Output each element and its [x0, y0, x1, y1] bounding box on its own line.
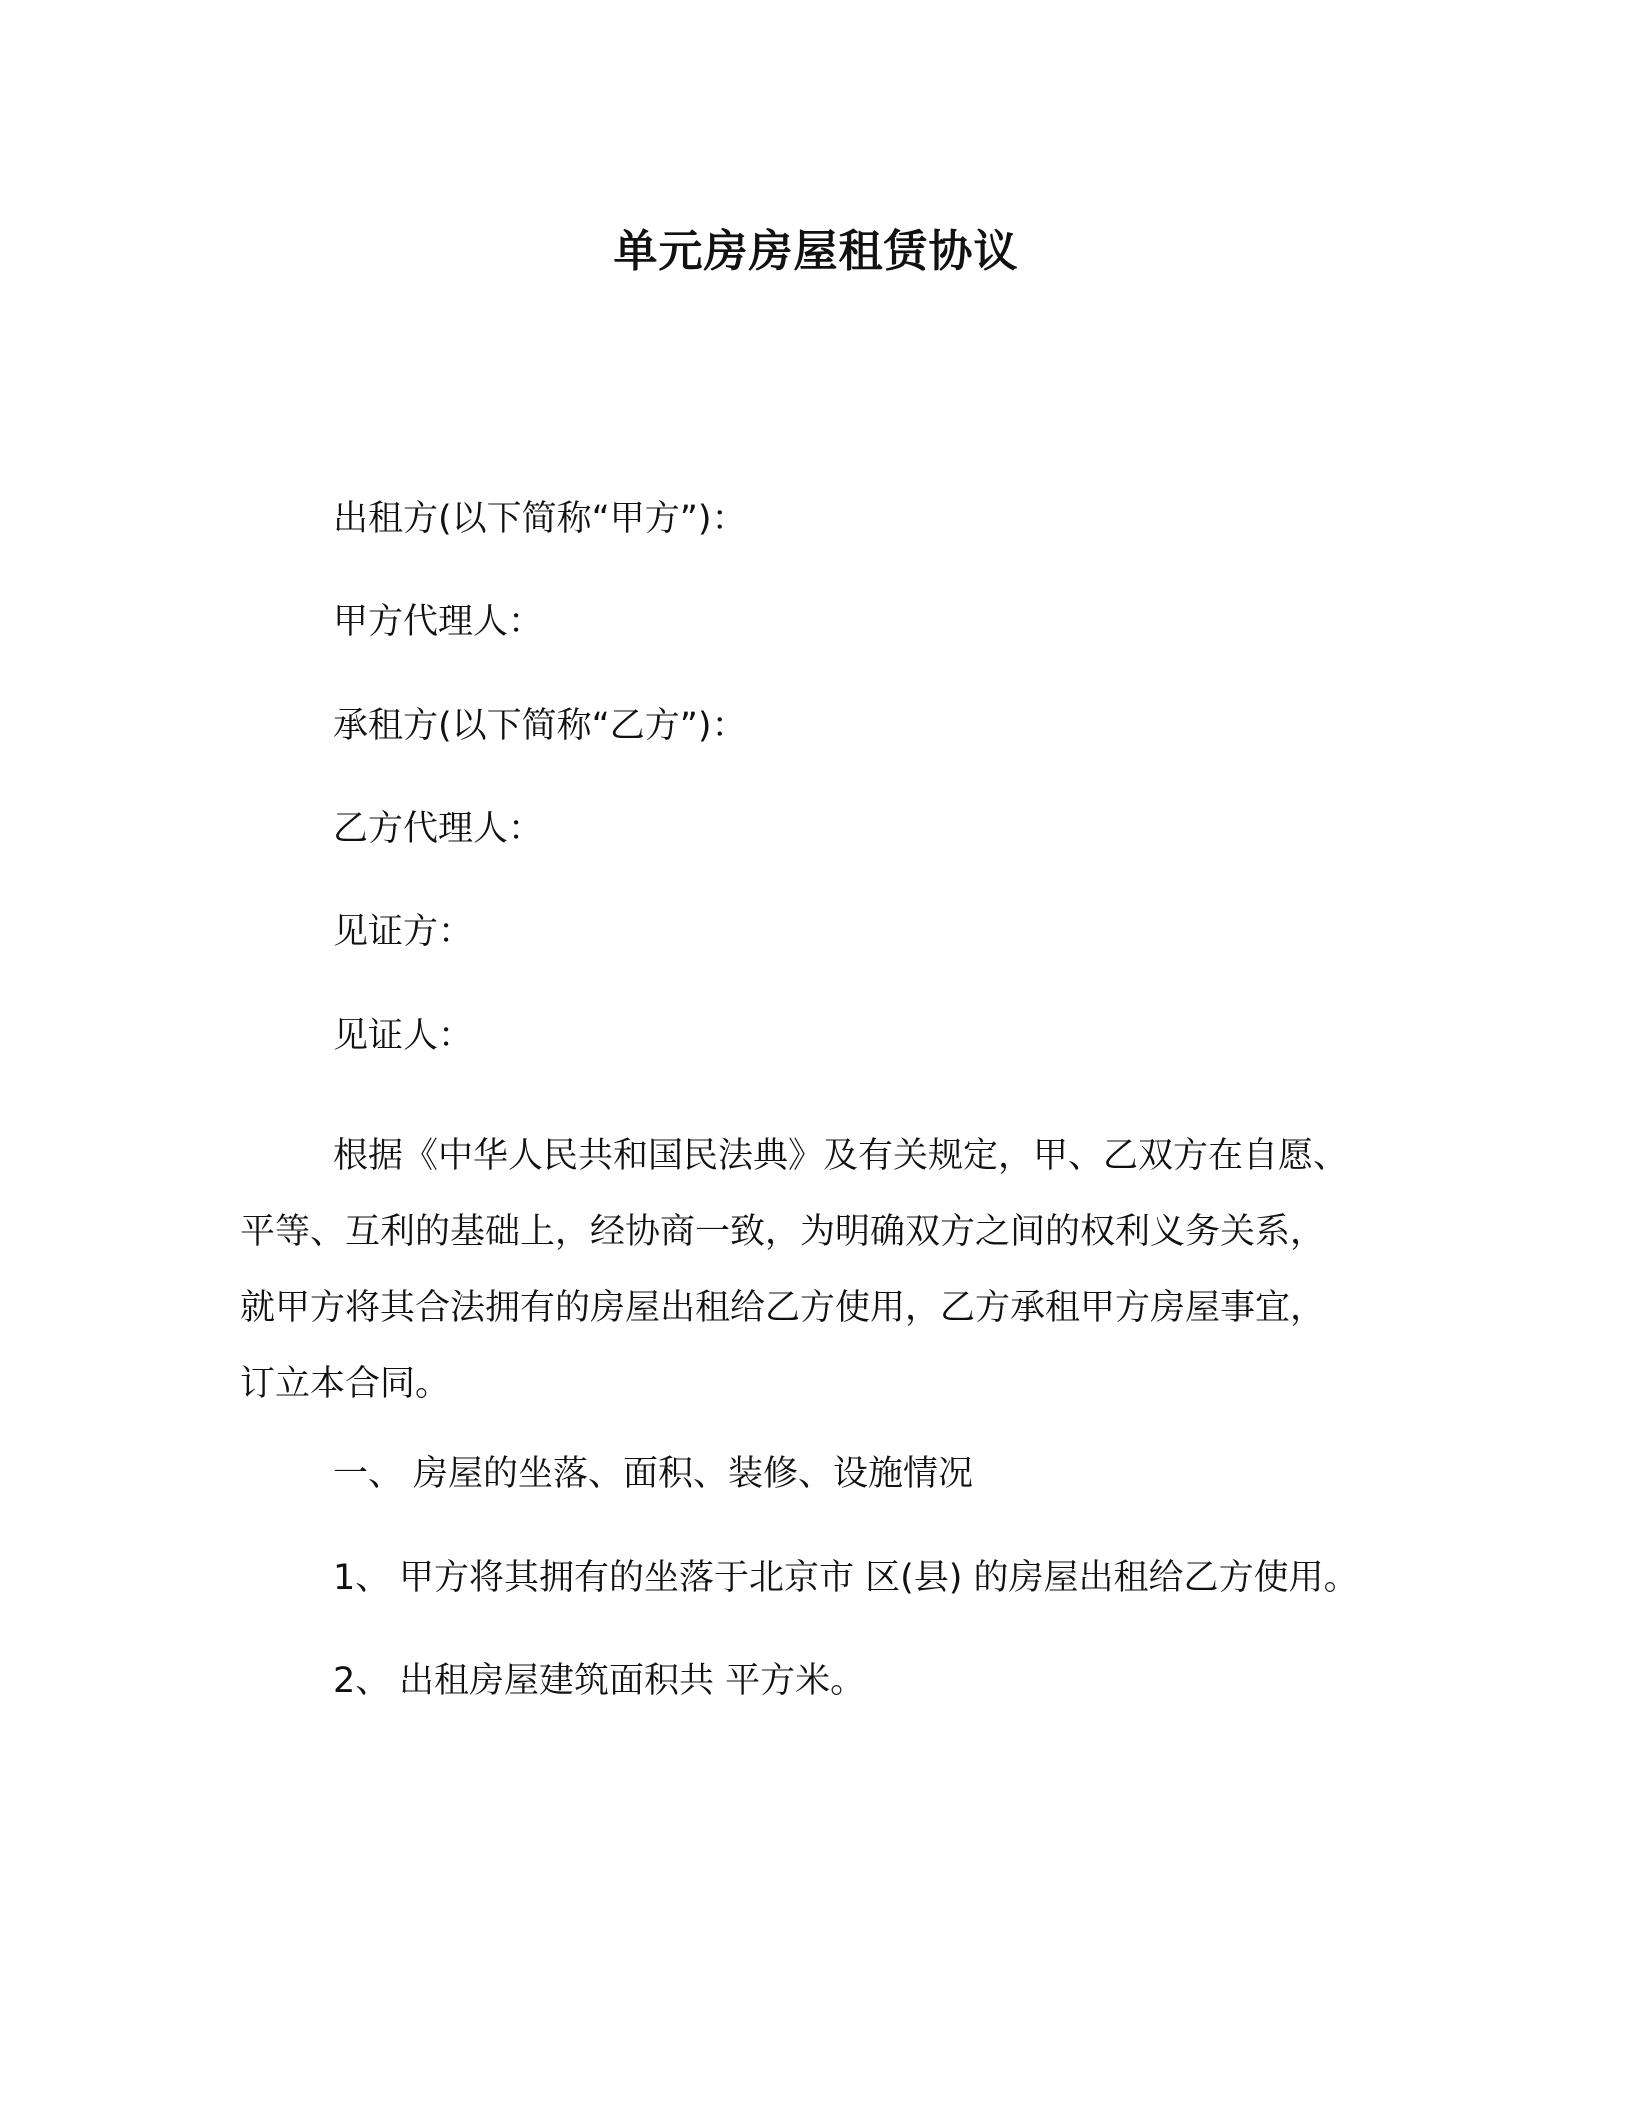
preamble-line: 订立本合同。 — [240, 1364, 451, 1404]
party-witness: 见证方： — [333, 912, 474, 952]
preamble-line: 根据《中华人民共和国民法典》及有关规定，甲、乙双方在自愿、 — [333, 1136, 1349, 1176]
clause-number: 2、 — [333, 1661, 391, 1701]
preamble-line: 就甲方将其合法拥有的房屋出租给乙方使用，乙方承租甲方房屋事宜， — [240, 1288, 1326, 1328]
clause-item — [333, 1657, 865, 1705]
party-lessor: 出租方(以下简称“甲方”)： — [333, 499, 747, 539]
section-number: 一、 — [333, 1454, 404, 1494]
clause-number: 1、 — [333, 1558, 391, 1598]
party-witness-person: 见证人： — [333, 1016, 474, 1056]
section-heading — [333, 1450, 973, 1498]
clause-text: 出租房屋建筑面积共 平方米。 — [399, 1661, 866, 1701]
clause-text: 甲方将其拥有的坐落于北京市 区(县) 的房屋出租给乙方使用。 — [399, 1558, 1359, 1598]
party-lessor-agent: 甲方代理人： — [333, 602, 544, 642]
clause-item — [333, 1554, 1359, 1602]
document-title: 单元房房屋租赁协议 — [613, 226, 1019, 277]
party-lessee: 承租方(以下简称“乙方”)： — [333, 706, 747, 746]
preamble-line: 平等、互利的基础上，经协商一致，为明确双方之间的权利义务关系， — [240, 1212, 1326, 1252]
preamble-paragraph — [240, 1118, 1400, 1422]
section-title: 房屋的坐落、面积、装修、设施情况 — [413, 1454, 974, 1494]
party-lessee-agent: 乙方代理人： — [333, 809, 544, 849]
